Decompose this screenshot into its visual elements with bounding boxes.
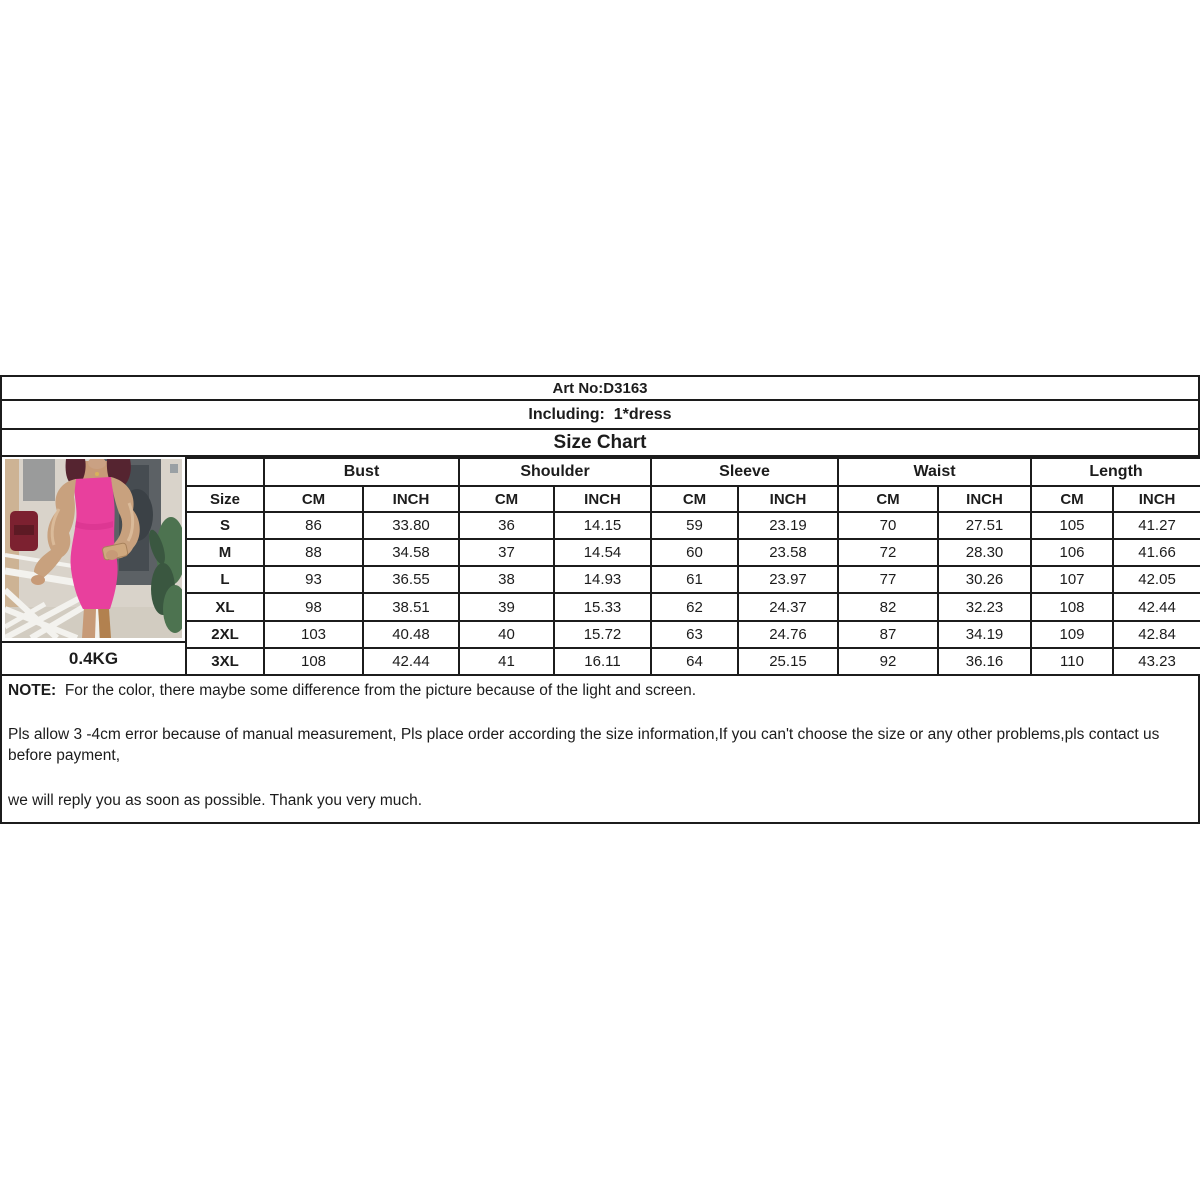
measurement-cell: 103 bbox=[264, 621, 363, 648]
photo-chair bbox=[10, 511, 38, 551]
measurement-cell: 93 bbox=[264, 566, 363, 593]
weight-value: 0.4KG bbox=[68, 648, 119, 668]
content-band bbox=[0, 375, 1200, 824]
note-box bbox=[0, 674, 1200, 824]
size-table-row bbox=[186, 566, 1200, 593]
size-label: 3XL bbox=[186, 648, 264, 675]
size-table-head bbox=[186, 458, 1200, 512]
measurement-cell: 23.19 bbox=[738, 512, 838, 539]
measurement-cell: 23.58 bbox=[738, 539, 838, 566]
measurement-cell: 41.27 bbox=[1113, 512, 1200, 539]
size-table bbox=[185, 457, 1200, 676]
model-hand-left bbox=[31, 575, 45, 585]
note-line-1-text: For the color, there maybe some difference from the picture because of the light and screen. bbox=[56, 682, 697, 699]
measurement-cell: 61 bbox=[651, 566, 738, 593]
measurement-cell: 23.97 bbox=[738, 566, 838, 593]
measurement-cell: 16.11 bbox=[554, 648, 651, 675]
measurement-cell: 32.23 bbox=[938, 593, 1031, 620]
photo-column bbox=[0, 457, 185, 676]
weight-cell bbox=[2, 641, 185, 674]
product-photo-cell bbox=[2, 457, 185, 641]
measurement-cell: 24.76 bbox=[738, 621, 838, 648]
measurement-cell: 24.37 bbox=[738, 593, 838, 620]
measurement-cell: 43.23 bbox=[1113, 648, 1200, 675]
size-table-row bbox=[186, 539, 1200, 566]
measurement-cell: 105 bbox=[1031, 512, 1113, 539]
note-label: NOTE: bbox=[8, 682, 57, 699]
column-group-header bbox=[186, 458, 264, 486]
size-label: 2XL bbox=[186, 621, 264, 648]
column-header: INCH bbox=[738, 486, 838, 512]
table-section bbox=[0, 457, 1200, 676]
measurement-cell: 72 bbox=[838, 539, 938, 566]
note-paragraph: Pls allow 3 -4cm error because of manual measurement, Pls place order according the size information,If you can't choose the size or any other problems,pls contact us before payment, bbox=[8, 726, 1160, 764]
measurement-cell: 59 bbox=[651, 512, 738, 539]
measurement-cell: 38 bbox=[459, 566, 554, 593]
measurement-cell: 63 bbox=[651, 621, 738, 648]
measurement-cell: 34.58 bbox=[363, 539, 459, 566]
measurement-cell: 15.72 bbox=[554, 621, 651, 648]
measurement-cell: 42.05 bbox=[1113, 566, 1200, 593]
photo-watermark bbox=[170, 464, 178, 473]
including-bar bbox=[0, 401, 1200, 430]
measurement-cell: 14.15 bbox=[554, 512, 651, 539]
size-label: XL bbox=[186, 593, 264, 620]
column-header: INCH bbox=[938, 486, 1031, 512]
column-group-header: Shoulder bbox=[459, 458, 651, 486]
size-table-row bbox=[186, 621, 1200, 648]
measurement-cell: 38.51 bbox=[363, 593, 459, 620]
size-label: L bbox=[186, 566, 264, 593]
measurement-cell: 36.16 bbox=[938, 648, 1031, 675]
column-header: INCH bbox=[554, 486, 651, 512]
measurement-cell: 36.55 bbox=[363, 566, 459, 593]
measurement-cell: 86 bbox=[264, 512, 363, 539]
art-no-text: Art No:D3163 bbox=[552, 379, 648, 397]
column-header: INCH bbox=[1113, 486, 1200, 512]
measurement-cell: 107 bbox=[1031, 566, 1113, 593]
art-no-bar bbox=[0, 375, 1200, 401]
size-table-row bbox=[186, 512, 1200, 539]
column-header: CM bbox=[838, 486, 938, 512]
measurement-cell: 87 bbox=[838, 621, 938, 648]
column-group-header: Waist bbox=[838, 458, 1031, 486]
column-group-header: Length bbox=[1031, 458, 1200, 486]
size-table-body bbox=[186, 512, 1200, 675]
model-leg-front bbox=[82, 607, 96, 638]
measurement-cell: 108 bbox=[1031, 593, 1113, 620]
measurement-cell: 77 bbox=[838, 566, 938, 593]
size-chart-title: Size Chart bbox=[553, 431, 647, 453]
measurement-cell: 15.33 bbox=[554, 593, 651, 620]
measurement-cell: 41.66 bbox=[1113, 539, 1200, 566]
measurement-cell: 39 bbox=[459, 593, 554, 620]
measurement-cell: 34.19 bbox=[938, 621, 1031, 648]
measurement-cell: 64 bbox=[651, 648, 738, 675]
including-text: Including: 1*dress bbox=[528, 405, 672, 423]
measurement-cell: 60 bbox=[651, 539, 738, 566]
column-group-header: Sleeve bbox=[651, 458, 838, 486]
measurement-cell: 92 bbox=[838, 648, 938, 675]
measurement-cell: 108 bbox=[264, 648, 363, 675]
model-necklace bbox=[95, 472, 99, 476]
size-chart-title-bar bbox=[0, 430, 1200, 457]
measurement-cell: 42.44 bbox=[1113, 593, 1200, 620]
measurement-cell: 25.15 bbox=[738, 648, 838, 675]
column-header: Size bbox=[186, 486, 264, 512]
measurement-cell: 14.93 bbox=[554, 566, 651, 593]
measurement-cell: 42.84 bbox=[1113, 621, 1200, 648]
column-header: CM bbox=[459, 486, 554, 512]
model-dress bbox=[71, 477, 118, 609]
size-table-row bbox=[186, 648, 1200, 675]
measurement-cell: 36 bbox=[459, 512, 554, 539]
note-line-3: we will reply you as soon as possible. Thank you very much. bbox=[8, 792, 423, 809]
measurement-cell: 42.44 bbox=[363, 648, 459, 675]
measurement-cell: 88 bbox=[264, 539, 363, 566]
measurement-cell: 27.51 bbox=[938, 512, 1031, 539]
size-label: S bbox=[186, 512, 264, 539]
measurement-cell: 106 bbox=[1031, 539, 1113, 566]
measurement-cell: 14.54 bbox=[554, 539, 651, 566]
product-photo bbox=[5, 459, 182, 638]
measurement-cell: 110 bbox=[1031, 648, 1113, 675]
measurement-cell: 41 bbox=[459, 648, 554, 675]
measurement-cell: 109 bbox=[1031, 621, 1113, 648]
column-header: INCH bbox=[363, 486, 459, 512]
measurement-cell: 37 bbox=[459, 539, 554, 566]
column-group-header: Bust bbox=[264, 458, 459, 486]
column-header: CM bbox=[651, 486, 738, 512]
size-table-row bbox=[186, 593, 1200, 620]
measurement-cell: 30.26 bbox=[938, 566, 1031, 593]
measurement-cell: 28.30 bbox=[938, 539, 1031, 566]
model-leg-back bbox=[98, 607, 111, 638]
column-header: CM bbox=[1031, 486, 1113, 512]
measurement-cell: 40.48 bbox=[363, 621, 459, 648]
measurement-cell: 98 bbox=[264, 593, 363, 620]
note-line-1 bbox=[8, 680, 1190, 701]
size-label: M bbox=[186, 539, 264, 566]
column-header: CM bbox=[264, 486, 363, 512]
measurement-cell: 82 bbox=[838, 593, 938, 620]
measurement-cell: 33.80 bbox=[363, 512, 459, 539]
measurement-cell: 40 bbox=[459, 621, 554, 648]
model-hand-right bbox=[106, 550, 118, 560]
measurement-cell: 70 bbox=[838, 512, 938, 539]
measurement-cell: 62 bbox=[651, 593, 738, 620]
